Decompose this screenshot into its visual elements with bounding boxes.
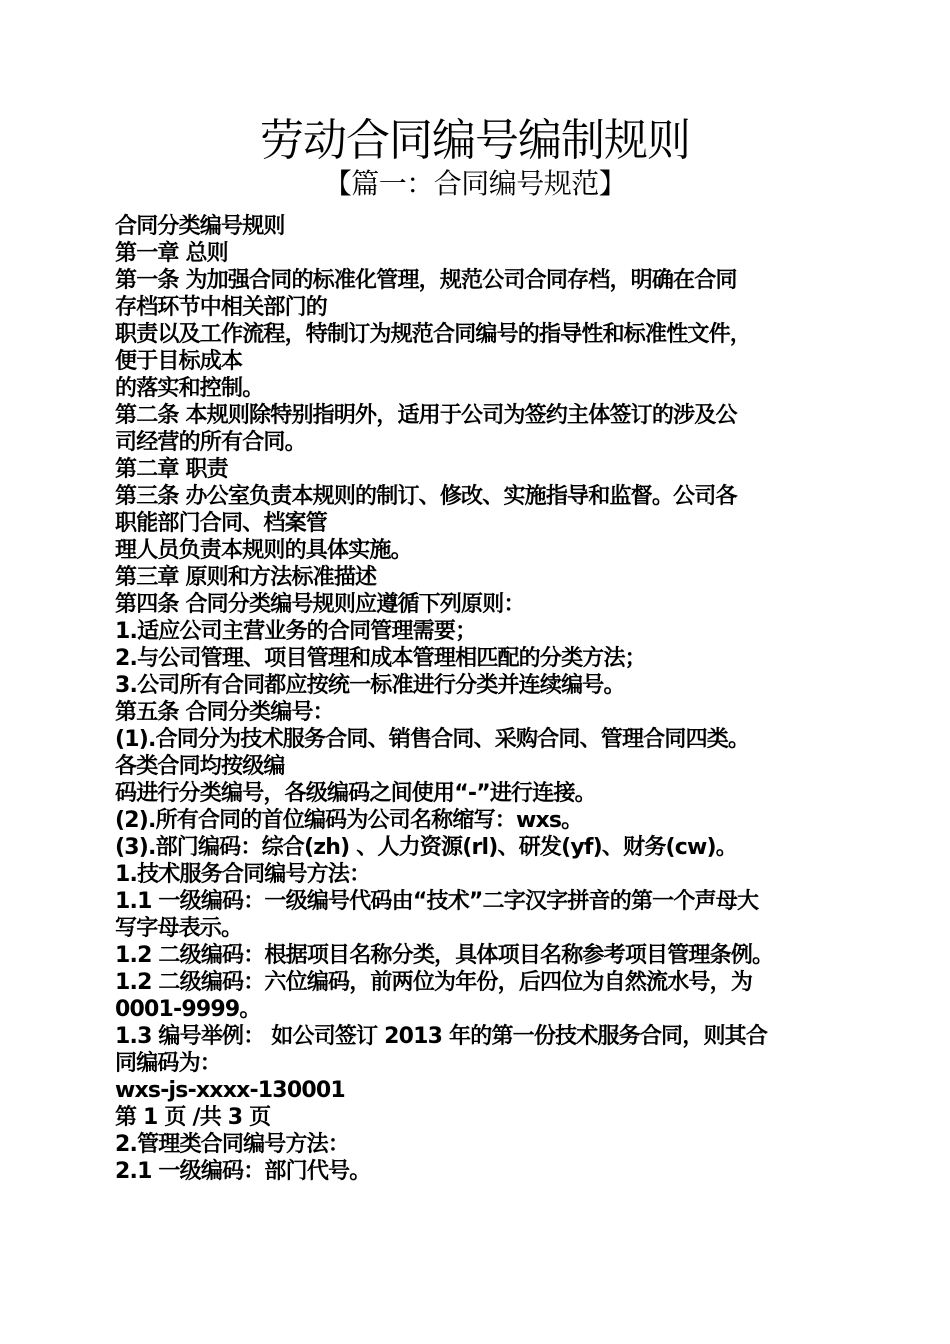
body-line: 职责以及工作流程，特制订为规范合同编号的指导性和标准性文件， bbox=[115, 322, 752, 347]
body-line: 第五条 合同分类编号： bbox=[115, 700, 334, 725]
body-line: 第一条 为加强合同的标准化管理，规范公司合同存档，明确在合同 bbox=[115, 268, 737, 293]
body-line: 2.1 一级编码：部门代号。 bbox=[115, 1159, 371, 1184]
page-number: 第 1 页 /共 3 页 bbox=[115, 1105, 271, 1130]
body-line: 2.与公司管理、项目管理和成本管理相匹配的分类方法； bbox=[115, 646, 646, 671]
body-line: 第三章 原则和方法标准描述 bbox=[115, 565, 377, 590]
body-line: wxs-js-xxxx-130001 bbox=[115, 1078, 345, 1103]
body-line: 2.管理类合同编号方法： bbox=[115, 1132, 350, 1157]
body-line: 1.2 二级编码：根据项目名称分类，具体项目名称参考项目管理条例。 bbox=[115, 943, 774, 968]
body-line: 写字母表示。 bbox=[115, 916, 243, 941]
body-line: 0001-9999。 bbox=[115, 997, 261, 1022]
body-line: 1.2 二级编码：六位编码，前两位为年份，后四位为自然流水号，为 bbox=[115, 970, 753, 995]
body-line: 3.公司所有合同都应按统一标准进行分类并连续编号。 bbox=[115, 673, 625, 698]
document-body bbox=[115, 213, 845, 1185]
body-line: 码进行分类编号，各级编码之间使用“-”进行连接。 bbox=[115, 781, 596, 806]
body-line: (2).所有合同的首位编码为公司名称缩写：wxs。 bbox=[115, 808, 583, 833]
body-line: 各类合同均按级编 bbox=[115, 754, 285, 779]
body-line: 理人员负责本规则的具体实施。 bbox=[115, 538, 412, 563]
body-line: 第二章 职责 bbox=[115, 457, 228, 482]
body-line: 便于目标成本 bbox=[115, 349, 243, 374]
body-line: 第一章 总则 bbox=[115, 241, 228, 266]
document-title: 劳动合同编号编制规则 bbox=[260, 115, 690, 166]
body-line: 合同分类编号规则 bbox=[115, 214, 285, 239]
body-line: 1.技术服务合同编号方法： bbox=[115, 862, 371, 887]
body-line: 1.1 一级编码：一级编号代码由“技术”二字汉字拼音的第一个声母大 bbox=[115, 889, 759, 914]
body-line: 同编码为： bbox=[115, 1051, 222, 1076]
body-line: 第四条 合同分类编号规则应遵循下列原则： bbox=[115, 592, 525, 617]
body-line: 1.适应公司主营业务的合同管理需要； bbox=[115, 619, 477, 644]
body-line: 职能部门合同、档案管 bbox=[115, 511, 328, 536]
body-line: 1.3 编号举例： 如公司签订 2013 年的第一份技术服务合同，则其合 bbox=[115, 1024, 768, 1049]
document-subtitle: 【篇一：合同编号规范】 bbox=[323, 167, 627, 200]
body-line: 存档环节中相关部门的 bbox=[115, 295, 328, 320]
body-line: (3).部门编码：综合(zh) 、人力资源(rl)、研发(yf)、财务(cw)。 bbox=[115, 835, 738, 860]
body-line: 第三条 办公室负责本规则的制订、修改、实施指导和监督。公司各 bbox=[115, 484, 737, 509]
body-line: 司经营的所有合同。 bbox=[115, 430, 306, 455]
body-line: 的落实和控制。 bbox=[115, 376, 264, 401]
body-line: 第二条 本规则除特别指明外，适用于公司为签约主体签订的涉及公 bbox=[115, 403, 737, 428]
body-line: (1).合同分为技术服务合同、销售合同、采购合同、管理合同四类。 bbox=[115, 727, 750, 752]
